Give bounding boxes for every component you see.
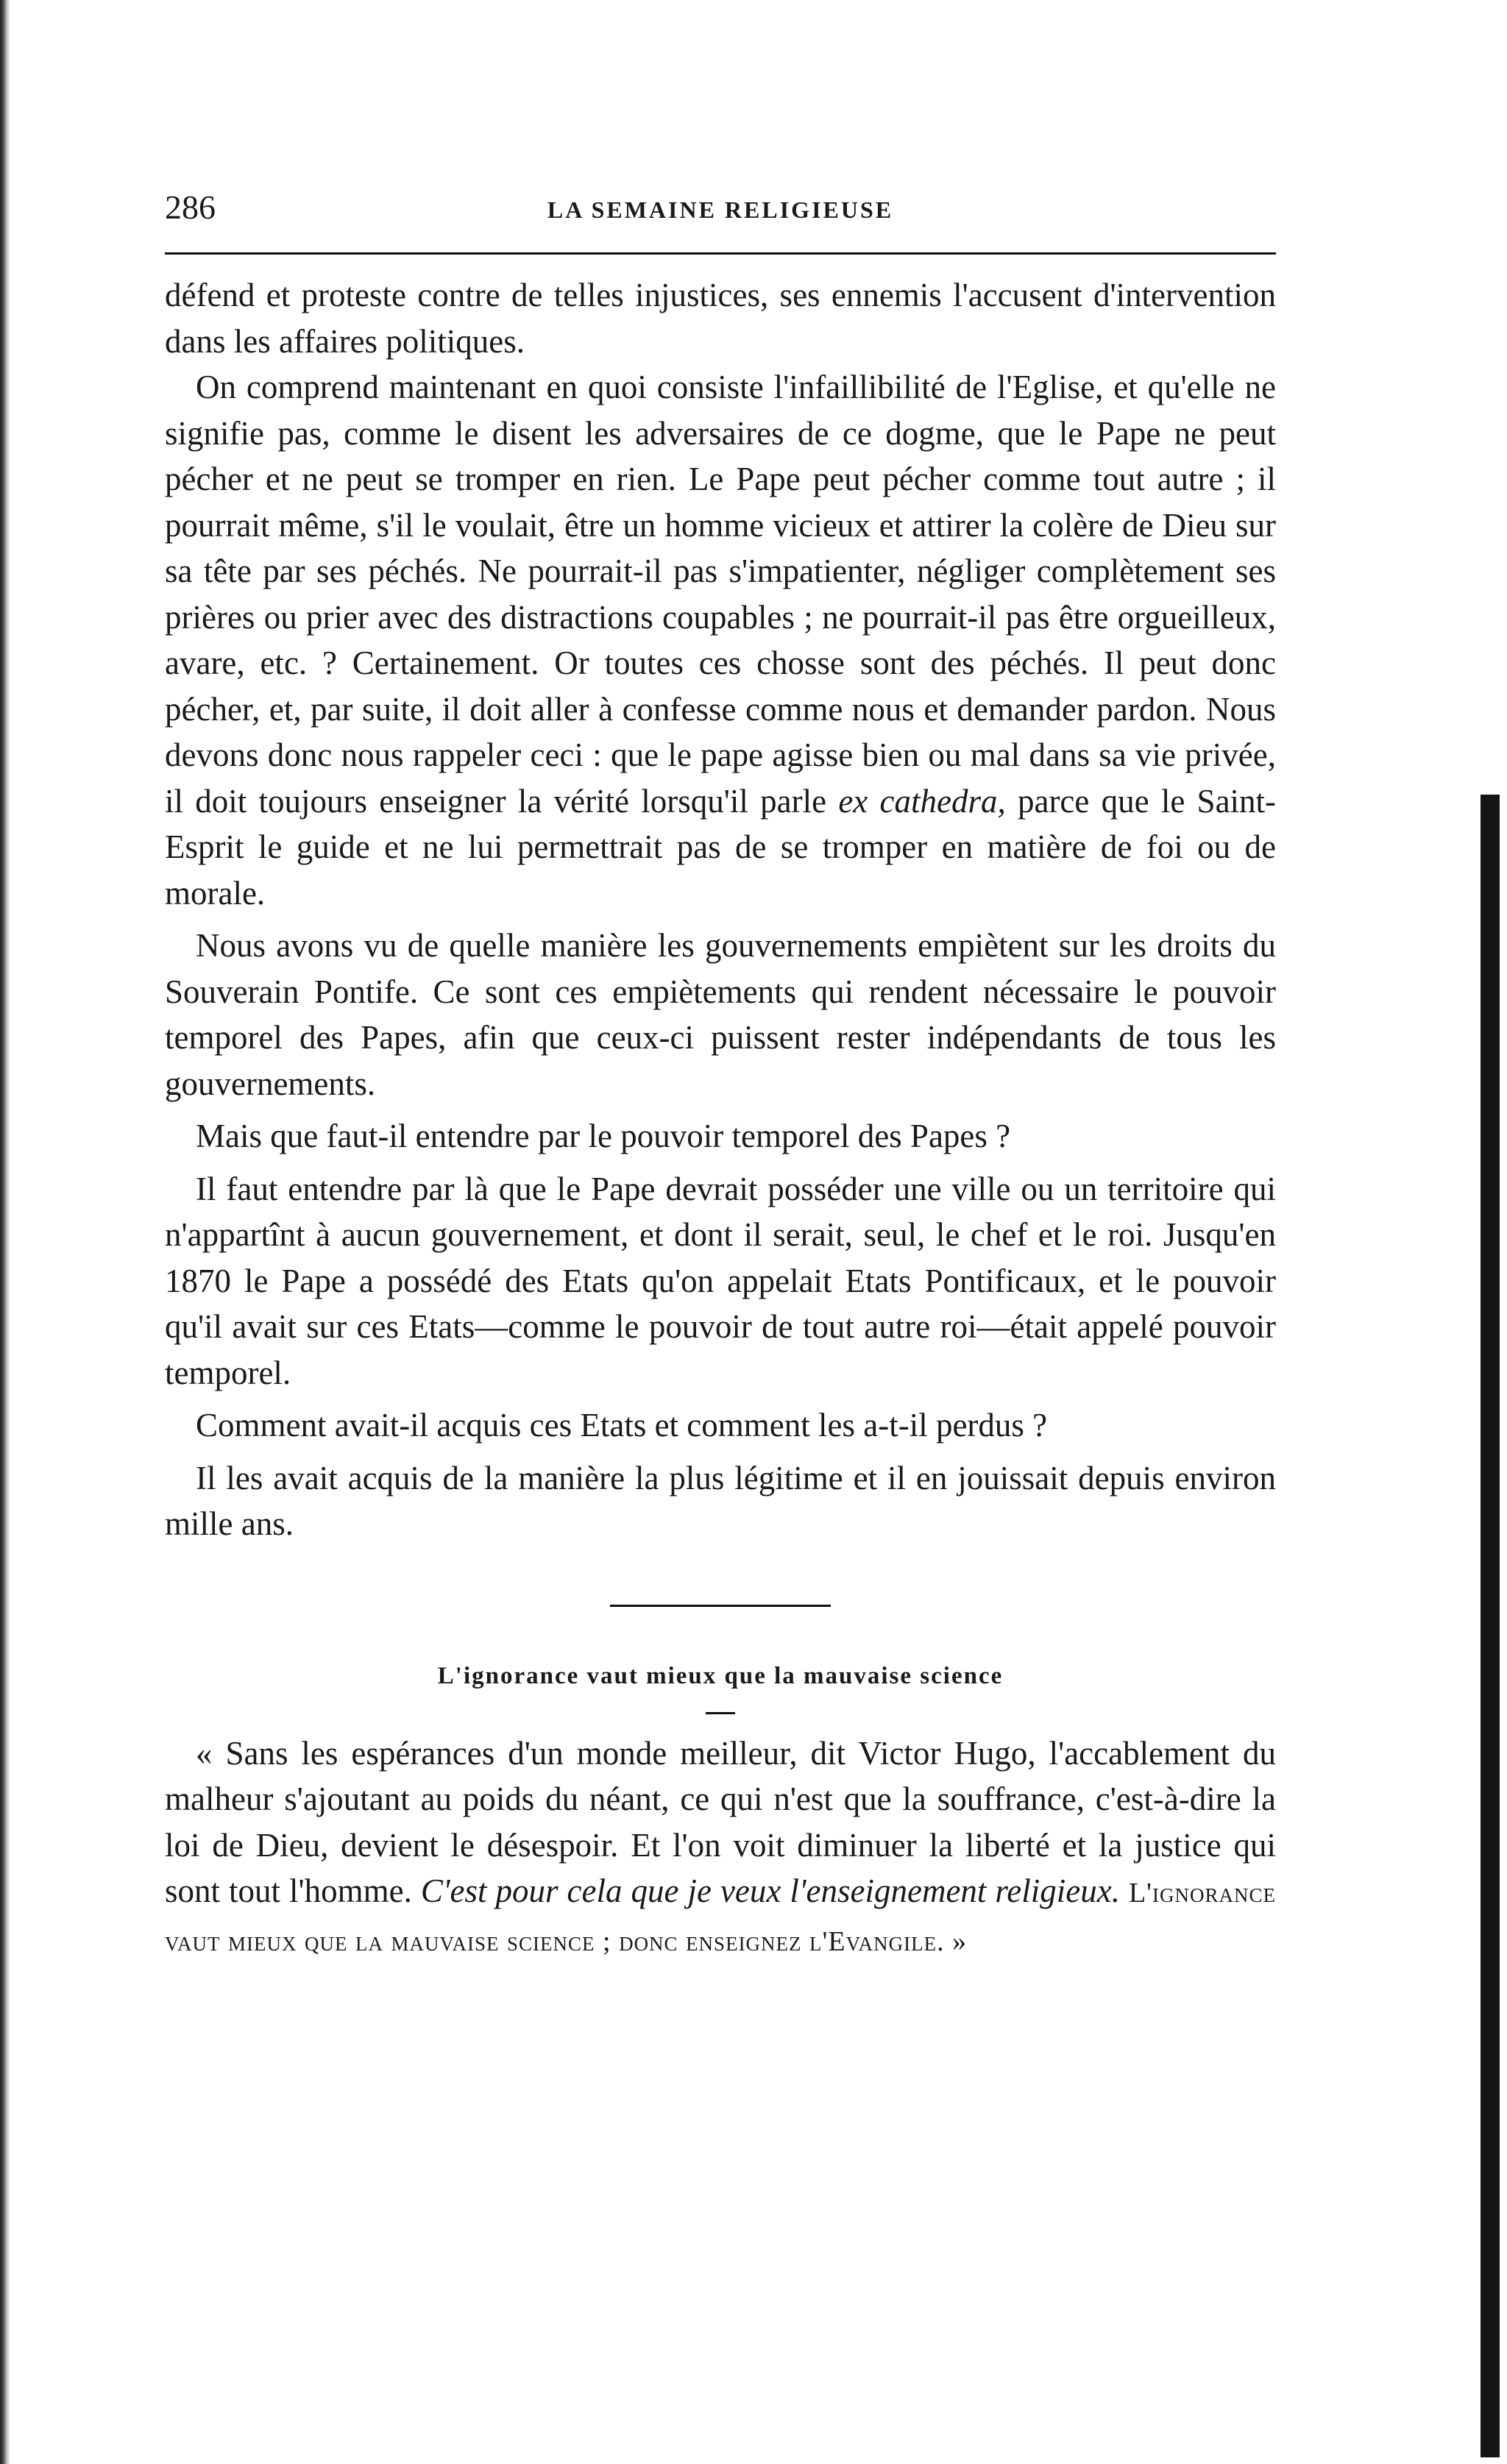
quote-italic: C'est pour cela que je veux l'enseignement religieux. [420,1872,1120,1909]
paragraph-7: Il les avait acquis de la manière la plus légitime et il en jouissait depuis environ mille ans. [165,1459,1276,1542]
paragraph-3: Nous avons vu de quelle manière les gouvernements empiètent sur les droits du Souverain Pontife. Ce sont ces empiètements qui rendent nécessaire le pouvoir temporel des Papes, afin que ceux-ci puissent rester indépendants de tous les gouvernements. [165,927,1276,1102]
page-header [165,188,1276,232]
scan-edge-left [0,0,10,2464]
paragraph-6: Comment avait-il acquis ces Etats et comment les a-t-il perdus ? [196,1407,1048,1444]
body-text [165,272,1276,1547]
section-heading: L'ignorance vaut mieux que la mauvaise science [437,1662,1004,1689]
paragraph-5: Il faut entendre par là que le Pape devrait posséder une ville ou un territoire qui n'appartînt à aucun gouvernement, et dont il serait, seul, le chef et le roi. Jusqu'en 1870 le Pape a possédé des Etats qu'on appelait Etats Pontificaux, et le pouvoir qu'il avait sur ces Etats—comme le pouvoir de tout autre roi—était appelé pouvoir temporel. [165,1170,1276,1391]
section-separator [610,1605,831,1607]
page-number: 286 [165,188,216,226]
running-title: LA SEMAINE RELIGIEUSE [547,196,894,223]
header-rule [165,252,1276,255]
paragraph-2-end: parce que le Saint-Esprit le guide et ne lui permettrait pas de se tromper en matière de foi ou de morale. [165,782,1277,912]
ex-cathedra: ex cathedra, [838,782,1006,820]
paragraph-4: Mais que faut-il entendre par le pouvoir temporel des Papes ? [196,1118,1011,1154]
quote-paragraph [165,1730,1276,1965]
paragraph-2 [165,364,1276,916]
heading-dash [706,1712,735,1714]
paragraph-1: défend et proteste contre de telles injustices, ses ennemis l'accusent d'intervention dans les affaires politiques. [165,277,1276,360]
scan-edge-right [1481,795,1500,2457]
quote-block [165,1730,1276,1965]
quote-text: « Sans les espérances d'un monde meilleur, dit Victor Hugo, l'accablement du malheur s'ajoutant au poids du néant, ce qui n'est que la souffrance, c'est-à-dire la loi de Dieu, devient le désespoir. Et l'on voit diminuer la liberté et la justice qui sont tout l'homme. [165,1734,1276,1909]
document-page [165,188,1276,1964]
quote-small-caps: L'ignorance vaut mieux que la mauvaise science ; donc enseignez l'Evangile. » [165,1878,1277,1957]
paragraph-2-text: On comprend maintenant en quoi consiste l'infaillibilité de l'Eglise, et qu'elle ne signifie pas, comme le disent les adversaires de ce dogme, que le Pape ne peut pécher et ne peut se tromper en rien. Le Pape peut pécher comme tout autre ; il pourrait même, s'il le voulait, être un homme vicieux et attirer la colère de Dieu sur sa tête par ses péchés. Ne pourrait-il pas s'impatienter, négliger complètement ses prières ou prier avec des distractions coupables ; ne pourrait-il pas être orgueilleux, avare, etc. ? Certainement. Or toutes ces chosse sont des péchés. Il peut donc pécher, et, par suite, il doit aller à confesse comme nous et demander pardon. Nous devons donc nous rappeler ceci : que le pape agisse bien ou mal dans sa vie privée, il doit toujours enseigner la vérité lorsqu'il parle [165,369,1276,820]
